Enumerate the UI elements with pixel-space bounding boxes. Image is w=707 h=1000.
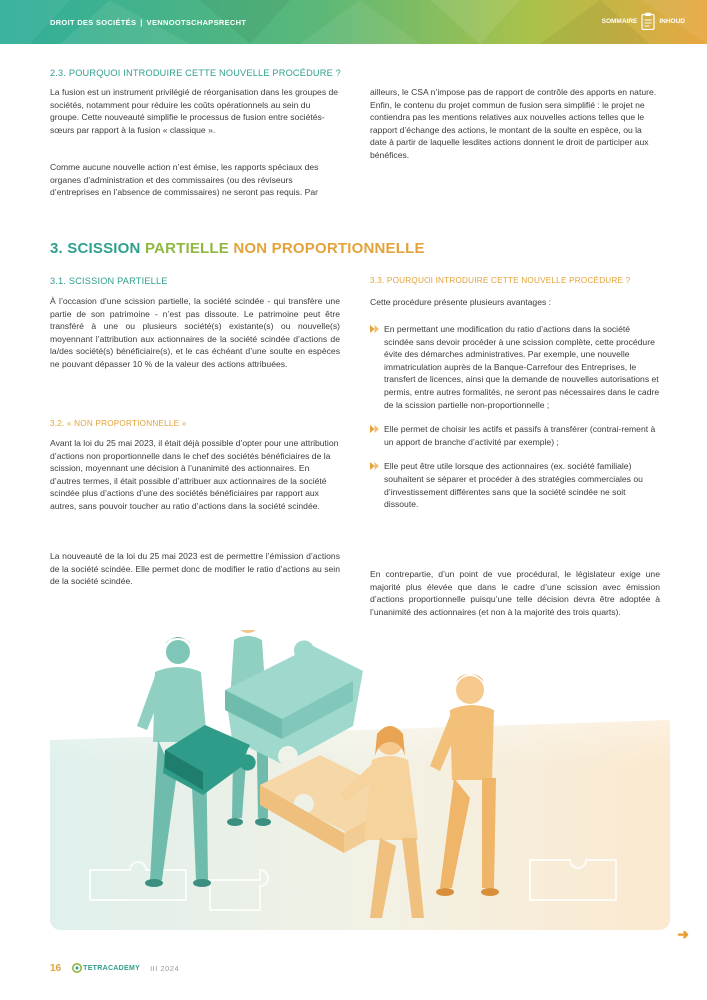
toc-fr-label: SOMMAIRE <box>601 17 638 25</box>
section-number: 3. <box>50 240 63 257</box>
section-3-title <box>50 240 425 257</box>
double-chevron-icon <box>370 462 380 470</box>
bullet-text: Elle permet de choisir les actifs et passifs à transférer (contrai-rement à un apport de branche d’activité par exemple) ; <box>384 424 656 447</box>
header-brand <box>50 18 246 27</box>
list-item <box>370 460 660 510</box>
page-header <box>0 0 707 44</box>
paragraph-3-2-1: Avant la loi du 25 mai 2023, il était déjà possible d’opter pour une attribution d’actions non proportionnelle dans le chef des sociétés bénéficiaires de la scission, moyennant une décision à l’unanimité des actionnaires. En d’autres termes, il était possible d’attribuer aux actionnaires de la société scindée plus d’actions d’une des sociétés bénéficiaires par rapport aux autres, sans pouvoir toucher au ratio d’actions dans la société scindée. <box>50 438 339 511</box>
paragraph-3-3-closing: En contrepartie, d’un point de vue procédural, le législateur exige une majorité plus élevée que dans le cadre d’une scission avec émission d’actions proportionnelle puisqu’une telle décision devra être adoptée à l’unanimité des actionnaires (et non à la majorité des trois quarts). <box>370 569 660 617</box>
paragraph-2-3-right-1: ailleurs, le CSA n’impose pas de rapport de contrôle des apports en nature. Enfin, le contenu du projet commun de fusion sera simplifié : le projet ne contiendra pas les mentions relatives aux nouvelles actions telles que le rapport d’échange des actions, le montant de la soulte en espèce, ou la date à partir de laquelle lesdites actions donnent le droit de participer aux bénéfices. <box>370 87 657 160</box>
paragraph-3-2-2: La nouveauté de la loi du 25 mai 2023 est de permettre l’émission d’actions de la société scindée. Elle permet donc de modifier le ratio d’actions au sein de la société scindée. <box>50 551 340 587</box>
title-word-non-proportionnelle: NON PROPORTIONNELLE <box>233 240 425 257</box>
list-item <box>370 423 660 448</box>
puzzle-people-illustration <box>50 630 670 930</box>
title-word-partielle: PARTIELLE <box>144 240 229 257</box>
list-item <box>370 323 660 411</box>
page-number: 16 <box>50 962 62 974</box>
gear-logo-icon <box>71 962 83 974</box>
paragraph-3-3-intro: Cette procédure présente plusieurs avantages : <box>370 297 552 307</box>
logo-text: TETRACADEMY <box>83 964 141 972</box>
advantages-list <box>370 323 660 523</box>
brand-fr: DROIT DES SOCIÉTÉS <box>50 18 137 27</box>
double-chevron-icon <box>370 425 380 433</box>
heading-3-2: 3.2. « NON PROPORTIONNELLE » <box>50 419 187 428</box>
next-page-arrow-icon[interactable]: ➜ <box>677 926 689 942</box>
heading-3-3: 3.3. POURQUOI INTRODUIRE CETTE NOUVELLE PROCÉDURE ? <box>370 276 631 285</box>
toc-nl-label: INHOUD <box>659 17 685 25</box>
toc-link[interactable] <box>602 12 685 30</box>
brand-nl: VENNOOTSCHAPSRECHT <box>146 18 247 27</box>
heading-2-3: 2.3. POURQUOI INTRODUIRE CETTE NOUVELLE PROCÉDURE ? <box>50 68 341 78</box>
paragraph-2-3-left-1: La fusion est un instrument privilégié de réorganisation dans les groupes de sociétés, notamment pour réduire les coûts opérationnels au sein du groupe. Cette nouveauté simplifie le processus de fusion entre sociétés-sœurs par rapport à la fusion « classique ». <box>50 87 339 135</box>
heading-3-1: 3.1. SCISSION PARTIELLE <box>50 276 168 286</box>
paragraph-3-1: À l’occasion d’une scission partielle, la société scindée - qui transfère une partie de son patrimoine - n’est pas dissoute. Le patrimoine peut être transféré à une ou plusieurs société(s) existante(s) ou nouvelle(s) moyennant l’attribution aux actionnaires de la société scindée d’actions de la/des société(s) bénéficiaire(s), et le cas échéant d’une soulte en espèces ne pouvant dépasser 10 % de la valeur des actions attribuées. <box>50 296 340 369</box>
title-word-scission: SCISSION <box>67 240 141 257</box>
paragraph-2-3-left-2: Comme aucune nouvelle action n’est émise, les rapports spéciaux des organes d’administration et des commissaires (ou des réviseurs d’entreprises en l’absence de commissaires) ne seront pas requis. Par <box>50 162 319 198</box>
brand-separator: | <box>140 18 143 27</box>
issue-date: III 2024 <box>150 963 180 973</box>
clipboard-icon <box>641 12 655 30</box>
tetracademy-logo <box>71 962 140 974</box>
page-footer <box>50 962 179 974</box>
bullet-text: En permettant une modification du ratio d’actions dans la société scindée sans devoir procéder à une scission complète, cette procédure évite des démarches administratives. Par exemple, une nouvelle immatriculation auprès de la Banque-Carrefour des Entreprises, le transfert de licences, ainsi que la demande de nouvelles autorisations et permis, entre autres formalités, ne seront pas nécessaires dans le cadre de la scission partielle non-proportionnelle ; <box>384 324 660 410</box>
bullet-text: Elle peut être utile lorsque des actionnaires (ex. société familiale) souhaitent se séparer et procéder à des stratégies commerciales ou d’investissement différentes sans que la société scindée ne soit dissoute. <box>384 461 643 510</box>
double-chevron-icon <box>370 325 380 333</box>
